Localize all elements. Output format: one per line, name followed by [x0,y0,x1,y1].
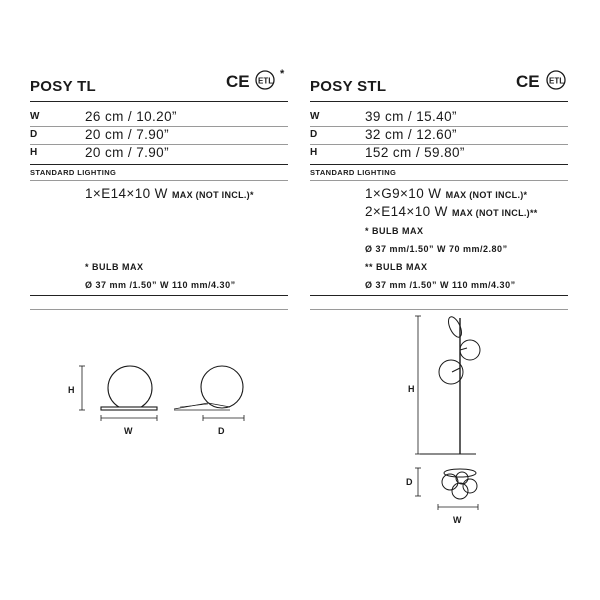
divider [30,295,288,296]
bulb-note-title: * BULB MAX [365,226,424,236]
bulb-note-title: * BULB MAX [85,262,144,272]
bulb-note-title: ** BULB MAX [365,262,428,272]
svg-text:ETL: ETL [549,76,565,86]
dimension-value: 39 cm / 15.40” [365,109,457,124]
bulb-spec: 1×G9×10 W MAX (NOT INCL.)* [365,186,528,201]
dimension-value: 32 cm / 12.60” [365,127,457,142]
dimension-row-width: W 39 cm / 15.40” [310,109,457,124]
top-view [415,468,478,510]
section-heading: STANDARD LIGHTING [30,168,117,177]
certification-marks [516,68,568,92]
front-view [415,315,480,454]
posy-stl-technical-drawing [310,310,568,530]
posy-tl-technical-drawing [30,330,288,460]
divider [310,164,568,165]
dimension-value: 20 cm / 7.90” [85,145,169,160]
divider [310,180,568,181]
dimension-label-h: H [408,384,415,394]
product-column-posy-tl [30,0,288,600]
product-title: POSY STL [310,78,387,95]
dimension-label-h: H [68,385,75,395]
side-view [174,366,244,421]
ce-etl-mark-icon [226,68,288,92]
svg-text:ETL: ETL [258,76,274,86]
bulb-spec: 2×E14×10 W MAX (NOT INCL.)** [365,204,538,219]
front-view [79,366,157,421]
bulb-note-value: Ø 37 mm /1.50” W 110 mm/4.30” [85,280,236,290]
product-column-posy-stl [310,0,568,600]
bulb-note-value: Ø 37 mm/1.50” W 70 mm/2.80” [365,244,508,254]
dimension-label-w: W [124,426,133,436]
divider [30,164,288,165]
section-heading: STANDARD LIGHTING [310,168,397,177]
divider [30,101,288,102]
dimension-row-height: H 152 cm / 59.80” [310,145,465,160]
divider [310,101,568,102]
divider [310,295,568,296]
product-title: POSY TL [30,78,97,95]
divider [30,180,288,181]
bulb-spec: 1×E14×10 W MAX (NOT INCL.)* [85,186,254,201]
certification-marks [226,68,288,92]
divider [30,309,288,310]
svg-text:*: * [280,68,285,80]
dimension-label-d: D [406,477,413,487]
dimension-label-w: W [453,515,462,525]
dimension-row-depth: D 32 cm / 12.60” [310,127,457,142]
dimension-row-height: H 20 cm / 7.90” [30,145,169,160]
dimension-value: 26 cm / 10.20” [85,109,177,124]
svg-text:CE: CE [226,72,250,91]
ce-etl-mark-icon [516,68,568,92]
dimension-row-depth: D 20 cm / 7.90” [30,127,169,142]
dimension-value: 20 cm / 7.90” [85,127,169,142]
dimension-label-d: D [218,426,225,436]
bulb-note-value: Ø 37 mm /1.50” W 110 mm/4.30” [365,280,516,290]
dimension-value: 152 cm / 59.80” [365,145,465,160]
dimension-row-width: W 26 cm / 10.20” [30,109,177,124]
svg-text:CE: CE [516,72,540,91]
